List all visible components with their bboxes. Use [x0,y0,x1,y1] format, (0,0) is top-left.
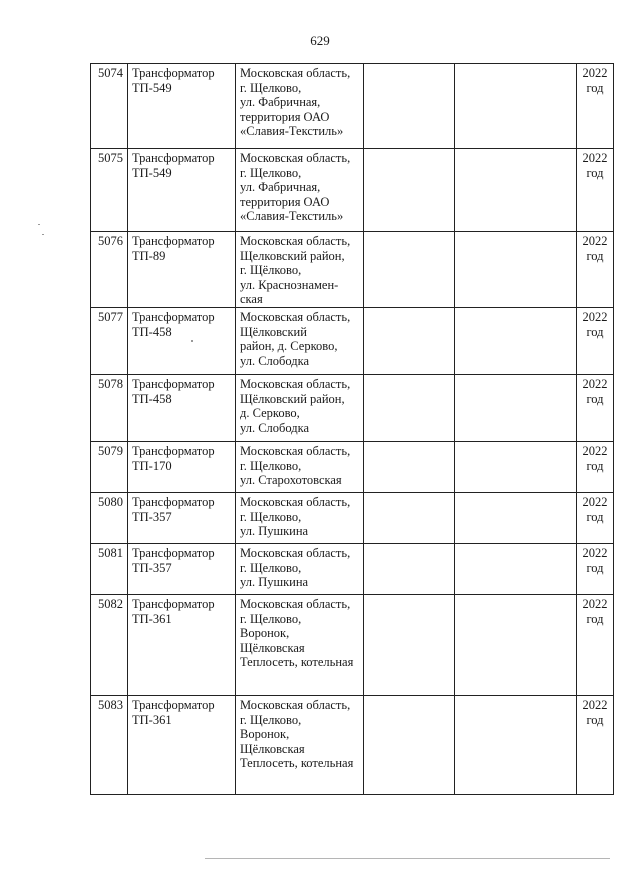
cell-address-line: д. Серково, [240,406,300,421]
cell-address-line: ул. Пушкина [240,524,309,539]
cell-empty [455,374,577,441]
cell-address-line: ул. Слободка [240,420,310,435]
cell-year-line: год [586,391,604,406]
table-row [91,695,614,794]
cell-address [236,64,364,149]
cell-address-line: «Славия-Текстиль» [240,124,344,139]
cell-address-line: г. Щелково, [240,509,302,524]
cell-address-line: г. Щелково, [240,560,302,575]
cell-address-line: Щёлковская [240,741,305,756]
cell-address-line: г. Щелково, [240,611,302,626]
table-row [91,594,614,695]
cell-object-line: ТП-549 [132,80,172,95]
cell-address-line: Московская область, [240,697,351,712]
cell-address-line: Теплосеть, котельная [240,655,354,670]
cell-address-line: территория ОАО [240,109,330,124]
cell-object [128,232,236,308]
cell-object [128,374,236,441]
cell-empty [364,374,455,441]
cell-empty [364,307,455,374]
cell-number: 5083 [91,695,128,794]
cell-object-line: ТП-458 [132,324,172,339]
cell-year [577,543,614,594]
cell-address-line: ул. Фабричная, [240,95,321,110]
cell-object-line: Трансформатор [132,443,215,458]
cell-address [236,232,364,308]
cell-address-line: Теплосеть, котельная [240,756,354,771]
cell-year-line: 2022 [582,151,608,165]
table-row [91,64,614,149]
cell-number: 5081 [91,543,128,594]
table-row [91,441,614,492]
cell-address-line: ская [240,292,263,307]
cell-address [236,441,364,492]
cell-year [577,149,614,232]
cell-address-line: Московская область, [240,494,351,509]
cell-address [236,307,364,374]
cell-address-line: Щёлковский [240,324,307,339]
cell-year-line: год [586,509,604,524]
cell-address-line: Московская область, [240,545,351,560]
cell-year [577,441,614,492]
cell-object-line: ТП-170 [132,458,172,473]
cell-address [236,492,364,543]
cell-object-line: ТП-549 [132,165,172,180]
bottom-scan-line [205,858,610,859]
cell-empty [364,594,455,695]
cell-empty [364,149,455,232]
cell-year [577,64,614,149]
cell-year-line: год [586,560,604,575]
cell-empty [455,307,577,374]
cell-address-line: Щёлковский район, [240,391,345,406]
cell-address-line: Московская область, [240,443,351,458]
cell-year-line: 2022 [582,309,608,324]
registry-table [90,63,614,795]
cell-year-line: 2022 [582,494,608,509]
cell-year-line: 2022 [582,234,608,248]
cell-empty [364,543,455,594]
cell-empty [364,232,455,308]
cell-year-line: 2022 [582,443,608,458]
cell-empty [455,149,577,232]
cell-address-line: Щелковский район, [240,248,345,263]
cell-year-line: 2022 [582,697,608,712]
cell-empty [455,64,577,149]
cell-year [577,594,614,695]
cell-year-line: 2022 [582,376,608,391]
cell-object-line: ТП-357 [132,509,172,524]
cell-empty [455,543,577,594]
cell-address-line: Московская область, [240,309,351,324]
cell-object-line: Трансформатор [132,376,215,391]
cell-year-line: год [586,458,604,473]
cell-number: 5079 [91,441,128,492]
cell-address [236,374,364,441]
cell-empty [455,695,577,794]
cell-empty [455,492,577,543]
cell-empty [455,594,577,695]
table-row [91,374,614,441]
cell-year-line: год [586,80,604,95]
cell-empty [455,232,577,308]
cell-address [236,695,364,794]
cell-object-line: Трансформатор [132,309,215,324]
cell-object-line: Трансформатор [132,151,215,165]
cell-object-line: Трансформатор [132,596,215,611]
cell-number: 5076 [91,232,128,308]
cell-address-line: ул. Слободка [240,353,310,368]
cell-address-line: ул. Пушкина [240,575,309,590]
cell-address-line: Московская область, [240,596,351,611]
cell-address-line: г. Щёлково, [240,263,302,278]
registry-table-body [91,64,614,795]
cell-address-line: Московская область, [240,66,351,80]
cell-object-line: ТП-361 [132,712,172,727]
cell-number: 5075 [91,149,128,232]
cell-year [577,695,614,794]
cell-year-line: 2022 [582,545,608,560]
cell-year [577,492,614,543]
cell-year [577,232,614,308]
scan-mark [38,224,40,225]
cell-object-line: ТП-458 [132,391,172,406]
cell-address-line: Московская область, [240,151,351,165]
cell-year-line: 2022 [582,596,608,611]
cell-empty [455,441,577,492]
cell-object [128,441,236,492]
cell-year-line: год [586,248,604,263]
cell-address-line: ул. Фабричная, [240,180,321,195]
cell-address [236,149,364,232]
cell-address [236,543,364,594]
cell-empty [364,492,455,543]
cell-address-line: район, д. Серково, [240,339,338,354]
cell-address-line: ул. Краснознамен- [240,277,339,292]
cell-object-line: ТП-357 [132,560,172,575]
cell-object-line: Трансформатор [132,234,215,248]
cell-address-line: «Славия-Текстиль» [240,209,344,224]
cell-address-line: территория ОАО [240,194,330,209]
cell-number: 5080 [91,492,128,543]
cell-year-line: год [586,324,604,339]
scan-mark [42,234,44,235]
cell-address-line: г. Щелково, [240,165,302,180]
table-row [91,307,614,374]
cell-object [128,64,236,149]
cell-address-line: г. Щелково, [240,80,302,95]
cell-empty [364,441,455,492]
cell-object [128,149,236,232]
cell-address-line: г. Щелково, [240,712,302,727]
cell-address-line: г. Щелково, [240,458,302,473]
cell-object [128,543,236,594]
page-number: 629 [310,33,330,48]
cell-number: 5074 [91,64,128,149]
table-row [91,492,614,543]
cell-address-line: Московская область, [240,376,351,391]
cell-number: 5078 [91,374,128,441]
cell-object-line: ТП-361 [132,611,172,626]
cell-year-line: 2022 [582,66,608,80]
cell-year-line: год [586,165,604,180]
cell-object [128,492,236,543]
cell-object-line: Трансформатор [132,697,215,712]
cell-empty [364,695,455,794]
cell-address [236,594,364,695]
table-row [91,232,614,308]
cell-address-line: Воронок, [240,626,290,641]
cell-object-line: ТП-89 [132,248,166,263]
cell-year [577,307,614,374]
table-row [91,543,614,594]
scan-mark [191,340,193,342]
cell-object-line: Трансформатор [132,66,215,80]
cell-object-line: Трансформатор [132,494,215,509]
cell-empty [364,64,455,149]
cell-address-line: ул. Старохотовская [240,473,342,488]
cell-object-line: Трансформатор [132,545,215,560]
cell-address-line: Воронок, [240,727,290,742]
cell-year-line: год [586,611,604,626]
cell-object [128,307,236,374]
cell-object [128,695,236,794]
cell-number: 5082 [91,594,128,695]
cell-object [128,594,236,695]
cell-year-line: год [586,712,604,727]
cell-address-line: Московская область, [240,234,351,248]
table-row [91,149,614,232]
cell-year [577,374,614,441]
cell-address-line: Щёлковская [240,640,305,655]
cell-number: 5077 [91,307,128,374]
